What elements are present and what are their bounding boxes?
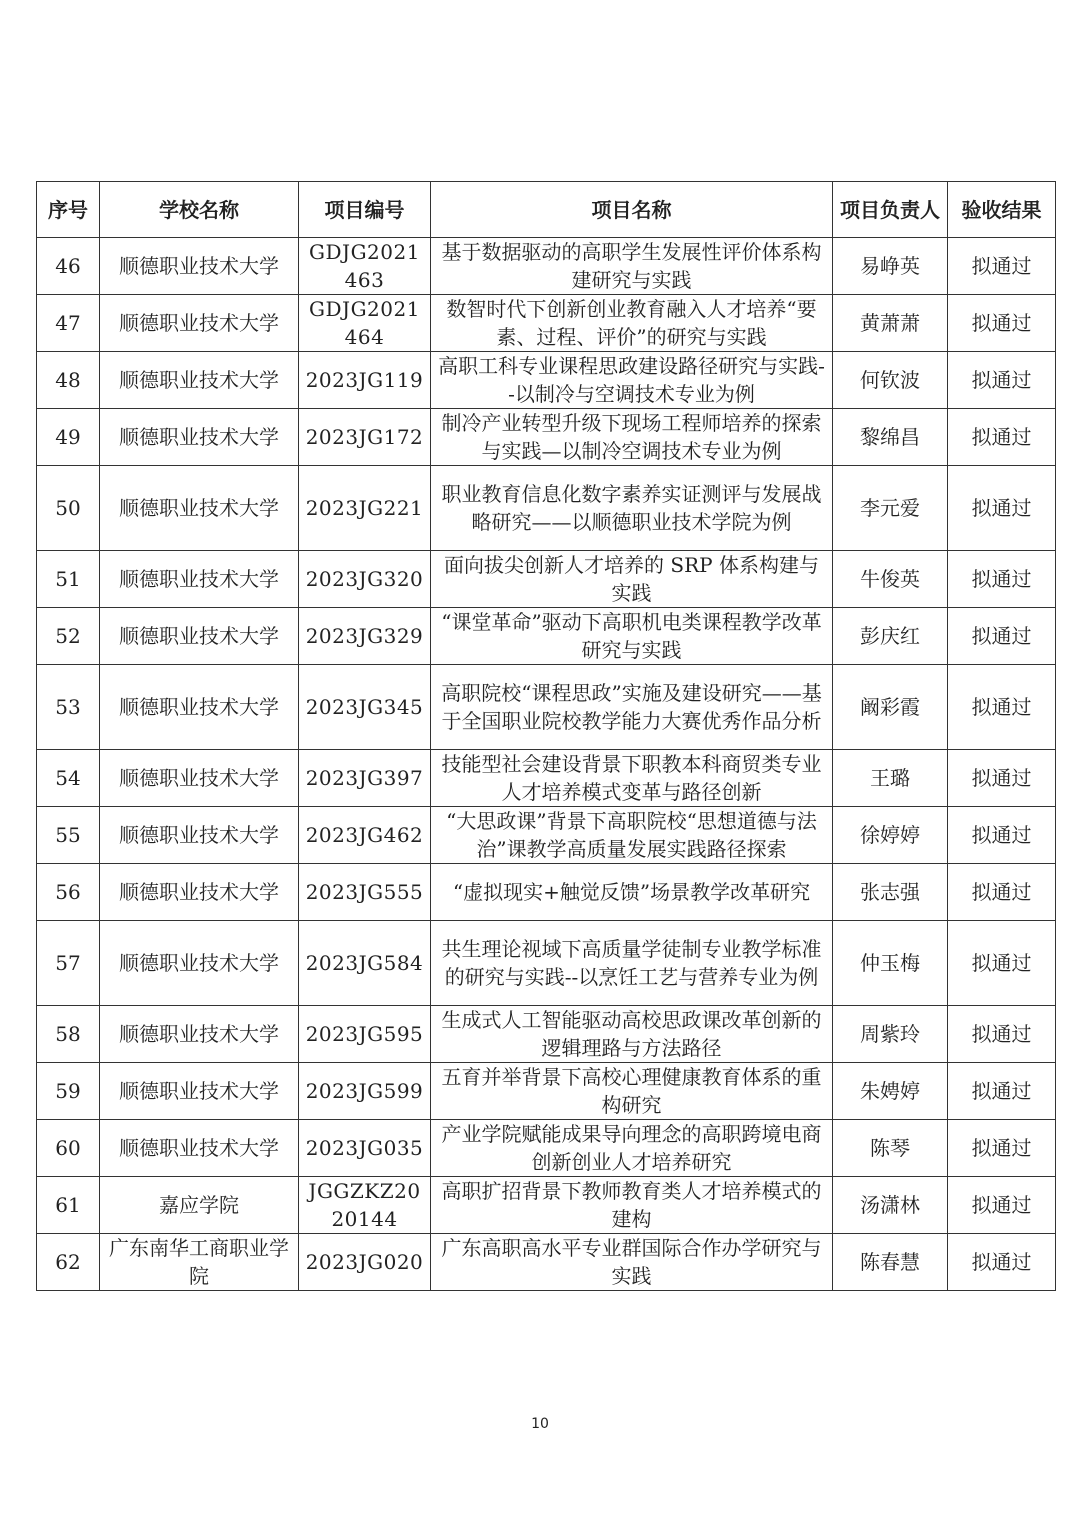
cell-seq: 61 [37, 1177, 100, 1234]
cell-leader: 王璐 [833, 750, 948, 807]
cell-code: 2023JG221 [299, 466, 431, 551]
cell-seq: 47 [37, 295, 100, 352]
cell-school: 顺德职业技术大学 [100, 238, 299, 295]
table-header-row [37, 182, 1056, 238]
table-row [37, 807, 1056, 864]
cell-project-name: 高职院校“课程思政”实施及建设研究——基于全国职业院校教学能力大赛优秀作品分析 [431, 665, 833, 750]
cell-leader: 何钦波 [833, 352, 948, 409]
cell-code: 2023JG595 [299, 1006, 431, 1063]
cell-code: 2023JG599 [299, 1063, 431, 1120]
table-row [37, 1234, 1056, 1291]
cell-seq: 59 [37, 1063, 100, 1120]
cell-project-name: 共生理论视域下高质量学徒制专业教学标准的研究与实践--以烹饪工艺与营养专业为例 [431, 921, 833, 1006]
cell-project-name: 技能型社会建设背景下职教本科商贸类专业人才培养模式变革与路径创新 [431, 750, 833, 807]
project-acceptance-table [36, 181, 1056, 1291]
cell-project-name: 五育并举背景下高校心理健康教育体系的重构研究 [431, 1063, 833, 1120]
cell-seq: 58 [37, 1006, 100, 1063]
cell-school: 顺德职业技术大学 [100, 295, 299, 352]
cell-leader: 周紫玲 [833, 1006, 948, 1063]
cell-school: 广东南华工商职业学院 [100, 1234, 299, 1291]
cell-code: 2023JG035 [299, 1120, 431, 1177]
cell-school: 顺德职业技术大学 [100, 807, 299, 864]
cell-project-name: 生成式人工智能驱动高校思政课改革创新的逻辑理路与方法路径 [431, 1006, 833, 1063]
cell-seq: 49 [37, 409, 100, 466]
cell-school: 顺德职业技术大学 [100, 750, 299, 807]
table-row [37, 466, 1056, 551]
cell-project-name: 高职扩招背景下教师教育类人才培养模式的建构 [431, 1177, 833, 1234]
cell-seq: 50 [37, 466, 100, 551]
cell-result: 拟通过 [948, 1006, 1056, 1063]
cell-project-name: 制冷产业转型升级下现场工程师培养的探索与实践—以制冷空调技术专业为例 [431, 409, 833, 466]
cell-leader: 朱娉婷 [833, 1063, 948, 1120]
cell-seq: 54 [37, 750, 100, 807]
cell-result: 拟通过 [948, 608, 1056, 665]
cell-result: 拟通过 [948, 295, 1056, 352]
cell-school: 顺德职业技术大学 [100, 1063, 299, 1120]
cell-code: 2023JG020 [299, 1234, 431, 1291]
cell-seq: 46 [37, 238, 100, 295]
cell-result: 拟通过 [948, 352, 1056, 409]
cell-leader: 陈琴 [833, 1120, 948, 1177]
cell-school: 顺德职业技术大学 [100, 665, 299, 750]
cell-leader: 陈春慧 [833, 1234, 948, 1291]
cell-code: 2023JG397 [299, 750, 431, 807]
cell-project-name: 高职工科专业课程思政建设路径研究与实践--以制冷与空调技术专业为例 [431, 352, 833, 409]
table-body [37, 238, 1056, 1291]
table-row [37, 750, 1056, 807]
table-row [37, 352, 1056, 409]
cell-code: 2023JG119 [299, 352, 431, 409]
cell-seq: 48 [37, 352, 100, 409]
cell-result: 拟通过 [948, 466, 1056, 551]
cell-project-name: 面向拔尖创新人才培养的 SRP 体系构建与实践 [431, 551, 833, 608]
cell-result: 拟通过 [948, 864, 1056, 921]
cell-code: 2023JG462 [299, 807, 431, 864]
cell-result: 拟通过 [948, 1177, 1056, 1234]
cell-project-name: “大思政课”背景下高职院校“思想道德与法治”课教学高质量发展实践路径探索 [431, 807, 833, 864]
cell-leader: 徐婷婷 [833, 807, 948, 864]
table-row [37, 551, 1056, 608]
table-row [37, 864, 1056, 921]
table-row [37, 295, 1056, 352]
header-name: 项目名称 [431, 182, 833, 238]
cell-leader: 牛俊英 [833, 551, 948, 608]
cell-school: 顺德职业技术大学 [100, 864, 299, 921]
cell-school: 顺德职业技术大学 [100, 1120, 299, 1177]
table-row [37, 665, 1056, 750]
cell-school: 嘉应学院 [100, 1177, 299, 1234]
cell-leader: 黄萧萧 [833, 295, 948, 352]
table-row [37, 238, 1056, 295]
cell-school: 顺德职业技术大学 [100, 352, 299, 409]
cell-leader: 汤潇林 [833, 1177, 948, 1234]
cell-code: 2023JG345 [299, 665, 431, 750]
cell-code: 2023JG584 [299, 921, 431, 1006]
cell-seq: 62 [37, 1234, 100, 1291]
table-row [37, 1063, 1056, 1120]
page-number: 10 [531, 1416, 549, 1432]
cell-result: 拟通过 [948, 409, 1056, 466]
table-row [37, 1006, 1056, 1063]
cell-leader: 张志强 [833, 864, 948, 921]
cell-result: 拟通过 [948, 1234, 1056, 1291]
cell-code: 2023JG329 [299, 608, 431, 665]
table-row [37, 1177, 1056, 1234]
cell-leader: 易峥英 [833, 238, 948, 295]
cell-project-name: 职业教育信息化数字素养实证测评与发展战略研究——以顺德职业技术学院为例 [431, 466, 833, 551]
cell-code: 2023JG172 [299, 409, 431, 466]
cell-seq: 56 [37, 864, 100, 921]
cell-school: 顺德职业技术大学 [100, 921, 299, 1006]
cell-seq: 52 [37, 608, 100, 665]
cell-school: 顺德职业技术大学 [100, 551, 299, 608]
cell-school: 顺德职业技术大学 [100, 608, 299, 665]
cell-project-name: “课堂革命”驱动下高职机电类课程教学改革研究与实践 [431, 608, 833, 665]
cell-result: 拟通过 [948, 551, 1056, 608]
cell-code: GDJG2021463 [299, 238, 431, 295]
cell-project-name: 基于数据驱动的高职学生发展性评价体系构建研究与实践 [431, 238, 833, 295]
header-school: 学校名称 [100, 182, 299, 238]
header-result: 验收结果 [948, 182, 1056, 238]
cell-code: 2023JG320 [299, 551, 431, 608]
cell-result: 拟通过 [948, 238, 1056, 295]
cell-leader: 彭庆红 [833, 608, 948, 665]
table-row [37, 409, 1056, 466]
header-seq: 序号 [37, 182, 100, 238]
table-row [37, 1120, 1056, 1177]
cell-leader: 阚彩霞 [833, 665, 948, 750]
cell-result: 拟通过 [948, 750, 1056, 807]
cell-seq: 55 [37, 807, 100, 864]
cell-code: JGGZKZ2020144 [299, 1177, 431, 1234]
header-code: 项目编号 [299, 182, 431, 238]
cell-code: 2023JG555 [299, 864, 431, 921]
cell-project-name: 广东高职高水平专业群国际合作办学研究与实践 [431, 1234, 833, 1291]
cell-leader: 仲玉梅 [833, 921, 948, 1006]
cell-result: 拟通过 [948, 1063, 1056, 1120]
cell-project-name: 产业学院赋能成果导向理念的高职跨境电商创新创业人才培养研究 [431, 1120, 833, 1177]
cell-leader: 黎绵昌 [833, 409, 948, 466]
cell-result: 拟通过 [948, 665, 1056, 750]
cell-seq: 53 [37, 665, 100, 750]
table-row [37, 608, 1056, 665]
cell-code: GDJG2021464 [299, 295, 431, 352]
cell-leader: 李元爱 [833, 466, 948, 551]
cell-seq: 60 [37, 1120, 100, 1177]
cell-result: 拟通过 [948, 807, 1056, 864]
cell-project-name: “虚拟现实+触觉反馈”场景教学改革研究 [431, 864, 833, 921]
cell-school: 顺德职业技术大学 [100, 466, 299, 551]
cell-school: 顺德职业技术大学 [100, 1006, 299, 1063]
cell-result: 拟通过 [948, 1120, 1056, 1177]
cell-result: 拟通过 [948, 921, 1056, 1006]
cell-seq: 57 [37, 921, 100, 1006]
cell-project-name: 数智时代下创新创业教育融入人才培养“要素、过程、评价”的研究与实践 [431, 295, 833, 352]
header-leader: 项目负责人 [833, 182, 948, 238]
cell-school: 顺德职业技术大学 [100, 409, 299, 466]
table-row [37, 921, 1056, 1006]
cell-seq: 51 [37, 551, 100, 608]
